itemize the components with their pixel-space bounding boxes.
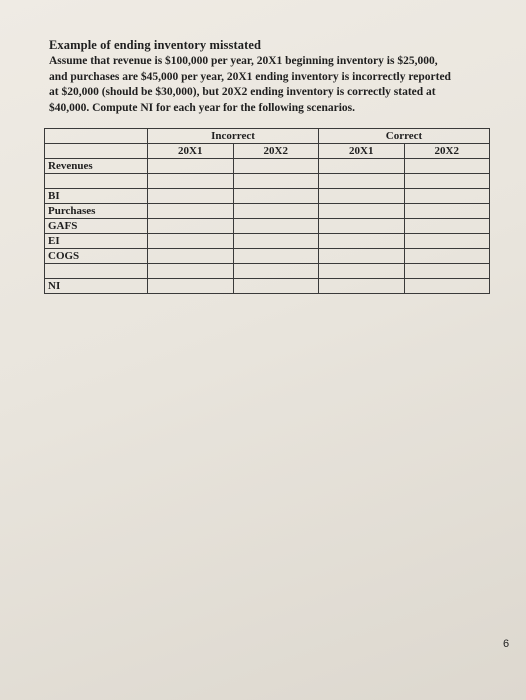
row-label-cogs: COGS bbox=[45, 249, 148, 264]
table-cell bbox=[404, 219, 490, 234]
year-header: 20X1 bbox=[319, 144, 405, 159]
table-row bbox=[45, 234, 490, 249]
paragraph-line: and purchases are $45,000 per year, 20X1 ending inventory is incorrectly reported bbox=[49, 70, 451, 83]
table-cell bbox=[404, 174, 490, 189]
table-cell bbox=[404, 159, 490, 174]
table-cell bbox=[45, 129, 148, 144]
table-row bbox=[45, 219, 490, 234]
table-cell bbox=[233, 189, 319, 204]
table-cell bbox=[233, 279, 319, 294]
table-cell bbox=[233, 249, 319, 264]
year-header: 20X2 bbox=[404, 144, 490, 159]
table-cell bbox=[233, 219, 319, 234]
document-title: Example of ending inventory misstated bbox=[49, 38, 262, 52]
table-cell bbox=[148, 159, 234, 174]
table-cell bbox=[233, 234, 319, 249]
page-number: 6 bbox=[503, 638, 510, 650]
table-cell bbox=[319, 264, 405, 279]
row-label-purchases: Purchases bbox=[45, 204, 148, 219]
table-cell bbox=[148, 174, 234, 189]
table-cell bbox=[148, 189, 234, 204]
table-cell bbox=[233, 204, 319, 219]
table-cell bbox=[319, 204, 405, 219]
row-label-bi: BI bbox=[45, 189, 148, 204]
table-cell bbox=[404, 249, 490, 264]
table-cell bbox=[148, 279, 234, 294]
table-cell bbox=[233, 174, 319, 189]
table-year-header-row bbox=[45, 144, 490, 159]
year-header: 20X2 bbox=[233, 144, 319, 159]
paragraph-line: Assume that revenue is $100,000 per year, 20X1 beginning inventory is $25,000, bbox=[49, 55, 438, 67]
table-cell bbox=[404, 234, 490, 249]
table-cell bbox=[319, 234, 405, 249]
table-cell bbox=[148, 264, 234, 279]
table-cell bbox=[148, 204, 234, 219]
paragraph-line: at $20,000 (should be $30,000), but 20X2 ending inventory is correctly stated at bbox=[49, 86, 436, 98]
table-row bbox=[45, 189, 490, 204]
paragraph-line: $40,000. Compute NI for each year for the following scenarios. bbox=[49, 101, 355, 114]
row-label-revenues: Revenues bbox=[45, 159, 148, 174]
table-cell bbox=[404, 279, 490, 294]
row-label-gafs: GAFS bbox=[45, 219, 148, 234]
table-row bbox=[45, 249, 490, 264]
table-cell bbox=[45, 174, 148, 189]
group-header-incorrect: Incorrect bbox=[148, 129, 319, 144]
group-header-correct: Correct bbox=[319, 129, 490, 144]
table-cell bbox=[233, 264, 319, 279]
table-cell bbox=[404, 189, 490, 204]
table-cell bbox=[148, 234, 234, 249]
table-cell bbox=[319, 189, 405, 204]
row-label-ni: NI bbox=[45, 279, 148, 294]
table-cell bbox=[319, 279, 405, 294]
table-row bbox=[45, 264, 490, 279]
table-cell bbox=[319, 159, 405, 174]
table-cell bbox=[45, 264, 148, 279]
table-cell bbox=[45, 144, 148, 159]
year-header: 20X1 bbox=[148, 144, 234, 159]
row-label-ei: EI bbox=[45, 234, 148, 249]
table-cell bbox=[233, 159, 319, 174]
table-cell bbox=[404, 264, 490, 279]
table-cell bbox=[319, 249, 405, 264]
problem-paragraph bbox=[49, 54, 477, 116]
table-row bbox=[45, 174, 490, 189]
table-cell bbox=[148, 219, 234, 234]
table-cell bbox=[319, 219, 405, 234]
table-cell bbox=[148, 249, 234, 264]
table-row bbox=[45, 204, 490, 219]
table-cell bbox=[319, 174, 405, 189]
table-row bbox=[45, 159, 490, 174]
table-group-header-row bbox=[45, 129, 490, 144]
inventory-table bbox=[44, 128, 490, 294]
table-row bbox=[45, 279, 490, 294]
table-cell bbox=[404, 204, 490, 219]
